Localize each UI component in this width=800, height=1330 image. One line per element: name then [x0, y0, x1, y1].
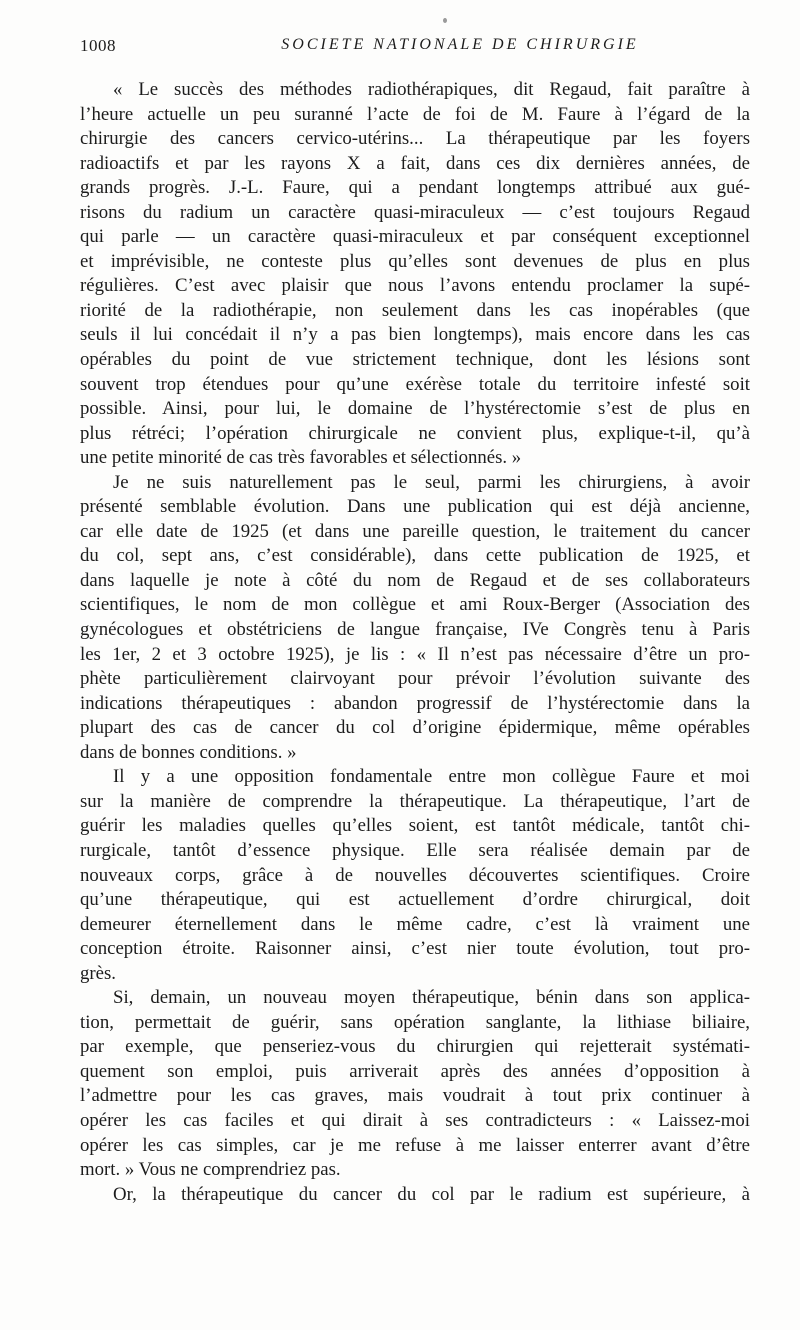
text-line: les 1er, 2 et 3 octobre 1925), je lis : « Il n’est pas nécessaire d’être un pro-	[80, 643, 750, 665]
text-line: sur la manière de comprendre la thérapeutique. La thérapeutique, l’art de	[80, 790, 750, 812]
text-line: rurgicale, tantôt d’essence physique. Elle sera réalisée demain par de	[80, 839, 750, 861]
text-line: guérir les maladies quelles qu’elles soient, est tantôt médicale, tantôt chi-	[80, 815, 750, 837]
text-line: opérables du point de vue strictement technique, dont les lésions sont	[80, 349, 750, 371]
text-line: plus rétréci; l’opération chirurgicale ne convient plus, explique-t-il, qu’à	[80, 422, 750, 444]
text-line: seuls il lui concédait il n’y a pas bien longtemps), mais encore dans les cas	[80, 324, 750, 346]
text-line: opérer les cas simples, car je me refuse à me laisser enterrer avant d’être	[80, 1134, 750, 1156]
text-line: risons du radium un caractère quasi-miraculeux — c’est toujours Regaud	[80, 201, 750, 223]
text-line: Or, la thérapeutique du cancer du col par le radium est supérieure, à	[113, 1183, 750, 1205]
text-line: « Le succès des méthodes radiothérapiques, dit Regaud, fait paraître à	[113, 79, 750, 100]
text-line: plupart des cas de cancer du col d’origine épidermique, même opérables	[80, 717, 750, 739]
text-line: Si, demain, un nouveau moyen thérapeutique, bénin dans son applica-	[113, 987, 750, 1009]
text-line: riorité de la radiothérapie, non seulement dans les cas inopérables (que	[80, 299, 750, 321]
text-line: qui parle — un caractère quasi-miraculeux et par conséquent exceptionnel	[80, 226, 750, 248]
text-line: par exemple, que penseriez-vous du chirurgien qui rejetterait systémati-	[80, 1036, 750, 1058]
text-line: car elle date de 1925 (et dans une pareille question, le traitement du cancer	[80, 520, 750, 542]
ink-dot	[443, 18, 447, 23]
text-line: l’admettre pour les cas graves, mais voudrait à tout prix continuer à	[80, 1085, 750, 1107]
text-line: quement son emploi, puis arriverait après des années d’opposition à	[80, 1060, 750, 1082]
text-line: possible. Ainsi, pour lui, le domaine de l’hystérectomie s’est de plus en	[80, 398, 750, 420]
page-number: 1008	[80, 36, 116, 55]
text-line: indications thérapeutiques : abandon progressif de l’hystérectomie dans la	[80, 692, 750, 714]
text-line: demeurer éternellement dans le même cadre, c’est là vraiment une	[80, 913, 750, 935]
text-line: nouveaux corps, grâce à de nouvelles découvertes scientifiques. Croire	[80, 864, 750, 886]
text-line: tion, permettait de guérir, sans opération sanglante, la lithiase biliaire,	[80, 1011, 750, 1033]
journal-title: SOCIETE NATIONALE DE CHIRURGIE	[281, 36, 639, 53]
text-line: chirurgie des cancers cervico-utérins... La thérapeutique par les foyers	[80, 128, 750, 150]
body-text	[80, 78, 750, 1207]
text-line: grès.	[80, 962, 116, 984]
text-line: souvent trop étendues pour qu’une exérèse totale du territoire infesté soit	[80, 373, 750, 395]
text-line: radioactifs et par les rayons X a fait, dans ces dix dernières années, de	[80, 152, 750, 174]
text-line: qu’une thérapeutique, qui est actuellement d’ordre chirurgical, doit	[80, 889, 750, 911]
text-line: dans de bonnes conditions. »	[80, 741, 297, 763]
text-line: l’heure actuelle un peu suranné l’acte de foi de M. Faure à l’égard de la	[80, 103, 750, 125]
text-line: gynécologues et obstétriciens de langue française, IVe Congrès tenu à Paris	[80, 619, 750, 641]
text-line: dans laquelle je note à côté du nom de Regaud et de ses collaborateurs	[80, 569, 750, 591]
text-line: du col, sept ans, c’est considérable), dans cette publication de 1925, et	[80, 545, 750, 567]
text-line: mort. » Vous ne comprendriez pas.	[80, 1159, 341, 1181]
text-line: et imprévisible, ne conteste plus qu’elles sont devenues de plus en plus	[80, 250, 750, 272]
text-line: scientifiques, le nom de mon collègue et ami Roux-Berger (Association des	[80, 594, 750, 616]
text-line: Je ne suis naturellement pas le seul, parmi les chirurgiens, à avoir	[113, 471, 750, 493]
text-line: régulières. C’est avec plaisir que nous l’avons entendu proclamer la supé-	[80, 275, 750, 297]
text-line: conception étroite. Raisonner ainsi, c’est nier toute évolution, tout pro-	[80, 938, 750, 960]
text-line: une petite minorité de cas très favorables et sélectionnés. »	[80, 447, 522, 469]
text-line: présenté semblable évolution. Dans une publication qui est déjà ancienne,	[80, 496, 750, 518]
text-line: Il y a une opposition fondamentale entre mon collègue Faure et moi	[113, 766, 750, 788]
running-header	[80, 36, 750, 60]
text-line: phète particulièrement clairvoyant pour prévoir l’évolution suivante des	[80, 668, 750, 690]
text-line: grands progrès. J.-L. Faure, qui a pendant longtemps attribué aux gué-	[80, 177, 750, 199]
text-line: opérer les cas faciles et qui dirait à ses contradicteurs : « Laissez-moi	[80, 1109, 750, 1131]
